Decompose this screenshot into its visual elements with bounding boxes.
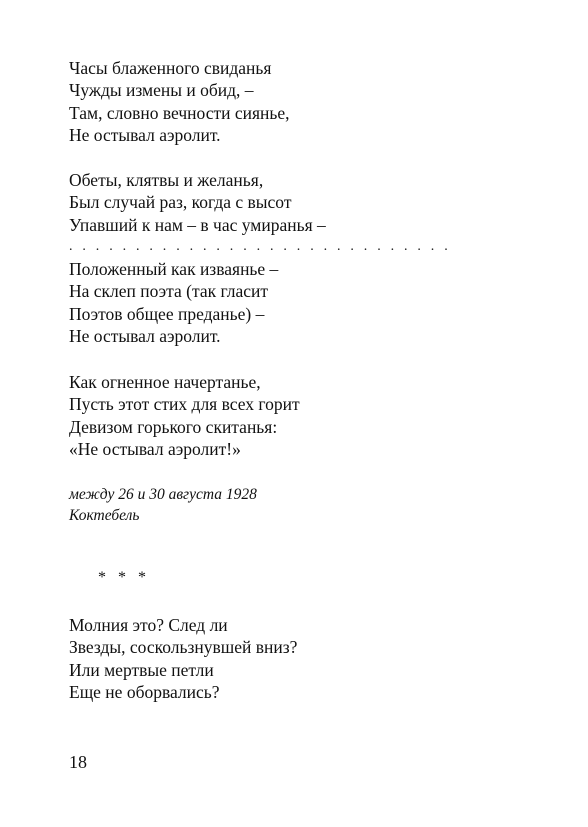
- poem-line: Чужды измены и обид, –: [69, 80, 254, 101]
- poem-stanza: [69, 614, 297, 703]
- poem-line: «Не остывал аэролит!»: [69, 438, 241, 459]
- poem-stanza: [69, 169, 451, 347]
- poem-line: Часы блаженного свиданья: [69, 58, 272, 78]
- poem-line: Упавший к нам – в час умиранья –: [69, 214, 326, 235]
- poem-stanza: [69, 57, 290, 146]
- poem-line: Поэтов общее преданье) –: [69, 303, 265, 324]
- poem-dateline: [69, 485, 257, 526]
- poem-line: На склеп поэта (так гласит: [69, 281, 269, 302]
- page-number: 18: [69, 752, 87, 772]
- poem-line: Не остывал аэролит.: [69, 124, 221, 145]
- poem-line: Звезды, соскользнувшей вниз?: [69, 637, 298, 658]
- poem-line: Обеты, клятвы и желанья,: [69, 170, 264, 190]
- section-separator: * * *: [98, 569, 150, 586]
- poem-stanza: [69, 371, 300, 460]
- omission-dots: . . . . . . . . . . . . . . . . . . . . . . . . . . . . .: [69, 238, 451, 254]
- poem-line: Молния это? След ли: [69, 615, 228, 635]
- poem-line: Как огненное начертанье,: [69, 372, 261, 392]
- poem-line: Был случай раз, когда с высот: [69, 192, 292, 213]
- poem-line: Или мертвые петли: [69, 659, 214, 680]
- poem-place: Коктебель: [69, 506, 140, 524]
- poem-line: Пусть этот стих для всех горит: [69, 394, 300, 415]
- poem-line: Не остывал аэролит.: [69, 326, 221, 347]
- poem-date: между 26 и 30 августа 1928: [69, 486, 257, 503]
- poem-line: Еще не оборвались?: [69, 681, 220, 702]
- poem-line: Там, словно вечности сиянье,: [69, 102, 290, 123]
- poem-line: Положенный как изваянье –: [69, 259, 279, 280]
- poem-line: Девизом горького скитанья:: [69, 416, 278, 437]
